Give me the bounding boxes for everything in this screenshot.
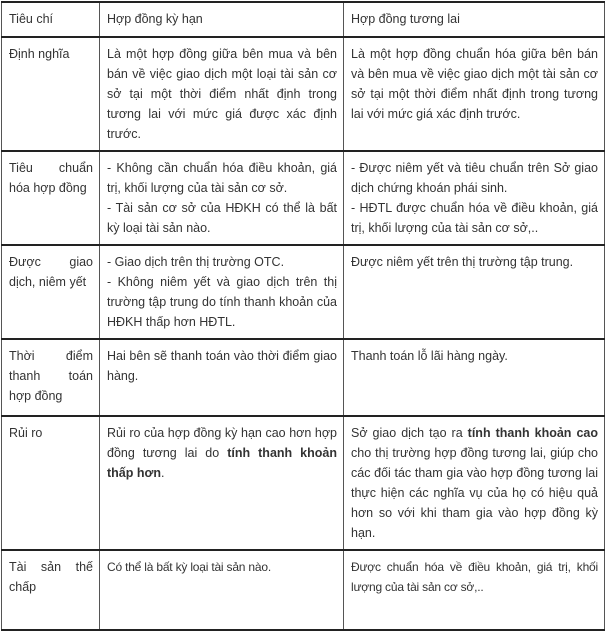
cell-text: Là một hợp đồng giữa bên mua và bên bán về việc giao dịch một loại tài sản cơ sở tại một thời điểm nhất định trong tương lai với mức giá được xác định trước.	[107, 47, 337, 141]
cell-text: - Không cần chuẩn hóa điều khoản, giá trị, khối lượng của tài sản cơ sở.	[107, 161, 337, 195]
forward-cell	[100, 550, 344, 630]
cell-text: Được niêm yết trên thị trường tập trung.	[351, 255, 574, 269]
cell-text: Thanh toán lỗ lãi hàng ngày.	[351, 349, 508, 363]
header-criterion: Tiêu chí	[2, 2, 100, 37]
comparison-table	[1, 1, 605, 631]
header-row	[2, 2, 605, 37]
table-row-standardization	[2, 151, 605, 245]
cell-text: Có thể là bất kỳ loại tài sản nào.	[107, 560, 271, 574]
forward-cell	[100, 151, 344, 245]
forward-cell	[100, 37, 344, 151]
criterion-cell: Định nghĩa	[2, 37, 100, 151]
futures-cell	[344, 339, 605, 416]
cell-text: - Giao dịch trên thị trường OTC.	[107, 255, 285, 269]
cell-text: Hai bên sẽ thanh toán vào thời điểm giao hàng.	[107, 349, 337, 383]
forward-cell	[100, 416, 344, 550]
forward-cell	[100, 339, 344, 416]
criterion-cell: Thời điểm thanh toán hợp đồng	[2, 339, 100, 416]
table-row-risk	[2, 416, 605, 550]
futures-cell	[344, 245, 605, 339]
forward-cell	[100, 245, 344, 339]
cell-text: - Được niêm yết và tiêu chuẩn trên Sở giao dịch chứng khoán phái sinh.	[351, 161, 598, 195]
futures-cell	[344, 416, 605, 550]
cell-text: Là một hợp đồng chuẩn hóa giữa bên bán và bên mua về việc giao dịch một tài sản cơ sở tại một thời điểm nhất định trong tương lai với mức giá xác định trước.	[351, 47, 598, 121]
criterion-cell: Tiêu chuẩn hóa hợp đồng	[2, 151, 100, 245]
cell-text: - Tài sản cơ sở của HĐKH có thể là bất kỳ loại tài sản nào.	[107, 201, 337, 235]
cell-text: Sở giao dịch tạo ra	[351, 426, 468, 440]
futures-cell	[344, 151, 605, 245]
table-row-definition	[2, 37, 605, 151]
criterion-cell: Tài sản thế chấp	[2, 550, 100, 630]
futures-cell	[344, 550, 605, 630]
table-row-collateral	[2, 550, 605, 630]
table-row-settlement-time	[2, 339, 605, 416]
criterion-cell: Được giao dịch, niêm yết	[2, 245, 100, 339]
table-row-trading-listing	[2, 245, 605, 339]
cell-text: - HĐTL được chuẩn hóa về điều khoản, giá trị, khối lượng của tài sản cơ sở,..	[351, 201, 598, 235]
header-forward-contract: Hợp đồng kỳ hạn	[100, 2, 344, 37]
criterion-cell: Rủi ro	[2, 416, 100, 550]
cell-text: cho thị trường hợp đồng tương lai, giúp cho các đối tác tham gia vào hợp đồng tương lai thực hiện các nghĩa vụ của họ có hiệu quả hơn so với khi tham gia vào hợp đồng kỳ hạn.	[351, 446, 598, 540]
cell-text: .	[161, 466, 165, 480]
cell-text-bold: tính thanh khoản cao	[467, 426, 598, 440]
cell-text: Rủi ro của hợp đồng kỳ hạn cao hơn hợp đồng tương lai do	[107, 426, 337, 460]
futures-cell	[344, 37, 605, 151]
cell-text-bold: tính thanh khoản thấp hơn	[107, 446, 337, 480]
header-futures-contract: Hợp đồng tương lai	[344, 2, 605, 37]
cell-text: Được chuẩn hóa về điều khoản, giá trị, khối lượng của tài sản cơ sở,..	[351, 560, 598, 594]
cell-text: - Không niêm yết và giao dịch trên thị trường tập trung do tính thanh khoản của HĐKH thấp hơn HĐTL.	[107, 275, 337, 329]
